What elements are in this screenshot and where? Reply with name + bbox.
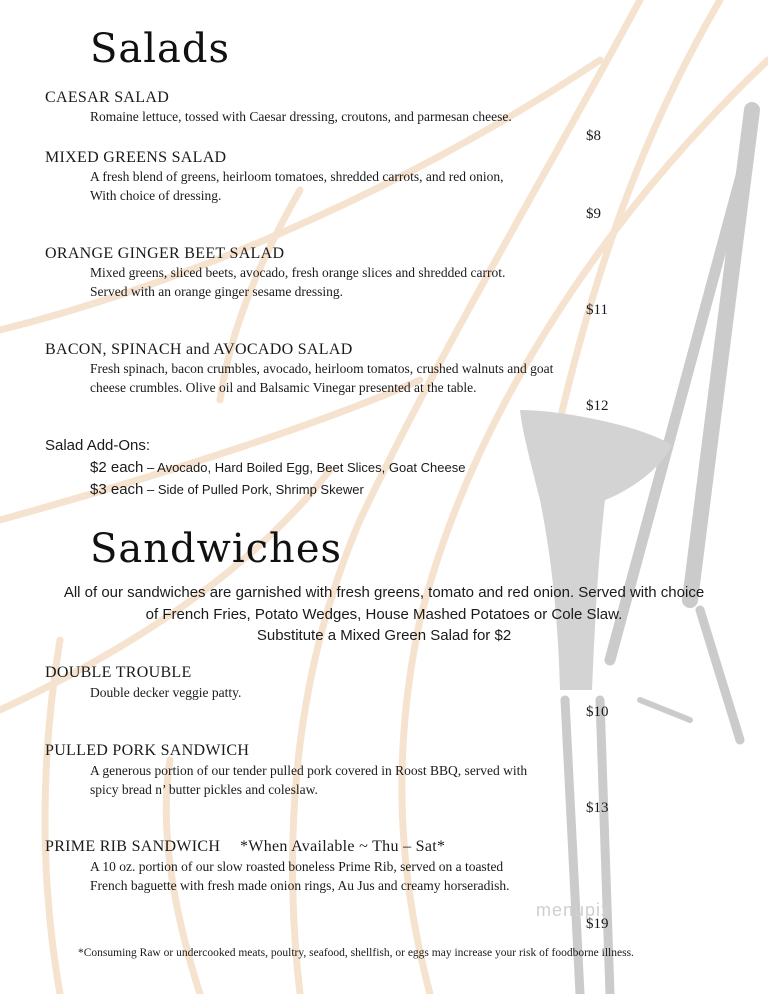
salad-addons-line: [90, 459, 465, 476]
menu-item-price: $8: [586, 128, 601, 144]
menu-item-description: A 10 oz. portion of our slow roasted boneless Prime Rib, served on a toasted: [90, 859, 504, 874]
menu-item-description: A generous portion of our tender pulled pork covered in Roost BBQ, served with: [90, 763, 528, 778]
watermark: menupix: [536, 900, 612, 920]
menu-item-price: $19: [586, 916, 609, 932]
menu-item-description: A fresh blend of greens, heirloom tomatoes, shredded carrots, and red onion,: [90, 169, 504, 184]
menu-item-description: Served with an orange ginger sesame dressing.: [90, 284, 344, 299]
menu-item-price: $10: [586, 704, 609, 720]
menu-item-price: $12: [586, 398, 609, 414]
menu-item-description: French baguette with fresh made onion rings, Au Jus and creamy horseradish.: [90, 878, 510, 893]
menu-item-name: CAESAR SALAD: [45, 89, 170, 106]
menu-item-description: Fresh spinach, bacon crumbles, avocado, heirloom tomatos, crushed walnuts and goat: [90, 361, 554, 376]
sandwiches-intro: Substitute a Mixed Green Salad for $2: [256, 627, 512, 644]
salads-heading: Salads: [90, 26, 231, 72]
trombone-bell: [520, 410, 672, 690]
salad-addons-line: [90, 481, 364, 498]
menu-item-name: PRIME RIB SANDWICH: [45, 838, 221, 855]
sandwiches-intro: All of our sandwiches are garnished with fresh greens, tomato and red onion. Served with choice: [63, 584, 705, 601]
menu-item-name: ORANGE GINGER BEET SALAD: [45, 245, 285, 262]
menu-item-name: PULLED PORK SANDWICH: [45, 742, 250, 759]
availability-note: *When Available ~ Thu – Sat*: [240, 838, 446, 855]
sandwiches-intro: of French Fries, Potato Wedges, House Mashed Potatoes or Cole Slaw.: [145, 606, 623, 623]
food-safety-disclaimer: *Consuming Raw or undercooked meats, poultry, seafood, shellfish, or eggs may increase your risk of foodborne illness.: [78, 947, 634, 959]
menu-item-description: cheese crumbles. Olive oil and Balsamic Vinegar presented at the table.: [90, 380, 477, 395]
addon-items: – Side of Pulled Pork, Shrimp Skewer: [143, 482, 364, 497]
addon-price: $3 each: [90, 481, 144, 498]
addon-items: – Avocado, Hard Boiled Egg, Beet Slices, Goat Cheese: [143, 460, 466, 475]
menu-item-description: Mixed greens, sliced beets, avocado, fresh orange slices and shredded carrot.: [90, 265, 506, 280]
menu-item-description: With choice of dressing.: [90, 188, 222, 203]
menu-item-price: $11: [586, 302, 608, 318]
menu-item-name: DOUBLE TROUBLE: [45, 664, 192, 681]
salad-addons-label: Salad Add-Ons:: [45, 437, 151, 454]
sandwiches-heading: Sandwiches: [90, 526, 343, 572]
menu-item-description: Double decker veggie patty.: [90, 685, 242, 700]
menu-item-description: spicy bread n’ butter pickles and coleslaw.: [90, 782, 318, 797]
menu-item-name: BACON, SPINACH and AVOCADO SALAD: [45, 341, 353, 358]
menu-item-description: Romaine lettuce, tossed with Caesar dressing, croutons, and parmesan cheese.: [90, 109, 512, 124]
menu-item-name: MIXED GREENS SALAD: [45, 149, 227, 166]
addon-price: $2 each: [90, 459, 144, 476]
menu-item-price: $9: [586, 206, 601, 222]
menu-item-price: $13: [586, 800, 609, 816]
